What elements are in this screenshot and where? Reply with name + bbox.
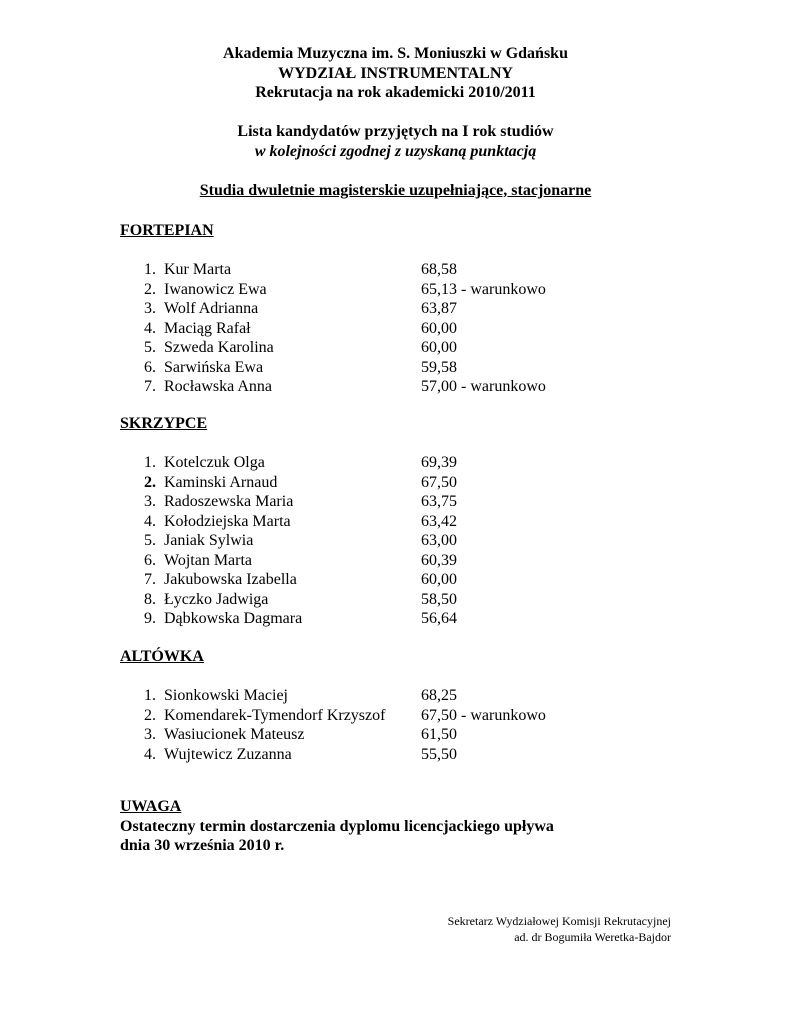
candidate-name: Janiak Sylwia (164, 532, 254, 549)
list-item (120, 299, 720, 319)
candidate-name: Sionkowski Maciej (164, 687, 288, 704)
section-title-skrzypce: SKRZYPCE (120, 415, 208, 432)
candidate-list-skrzypce (120, 453, 720, 629)
entry-number: 1. (144, 454, 156, 471)
candidate-name: Rocławska Anna (164, 378, 272, 395)
entry-number: 4. (144, 512, 156, 530)
candidate-name: Jakubowska Izabella (164, 571, 297, 588)
section-title-altowka: ALTÓWKA (120, 648, 204, 665)
list-item (120, 260, 720, 280)
candidate-score: 56,64 (421, 610, 457, 627)
entry-number: 3. (144, 726, 156, 743)
study-type: Studia dwuletnie magisterskie uzupełniające, stacjonarne (199, 181, 592, 199)
list-item (120, 686, 720, 706)
list-item (120, 706, 720, 726)
candidate-score: 59,58 (421, 358, 457, 376)
entry-number: 2. (144, 706, 156, 724)
list-title: Lista kandydatów przyjętych na I rok studiów (237, 123, 554, 140)
list-item (120, 377, 720, 397)
list-item (120, 745, 720, 765)
candidate-score: 60,00 (421, 339, 457, 356)
list-subtitle: w kolejności zgodnej z uzyskaną punktacją (254, 142, 537, 160)
institution-name: Akademia Muzyczna im. S. Moniuszki w Gdańsku (223, 45, 568, 62)
entry-number: 5. (144, 532, 156, 549)
list-item (120, 338, 720, 358)
entry-number: 2. (144, 473, 156, 491)
candidate-score: 61,50 (421, 726, 457, 743)
recruitment-year: Rekrutacja na rok akademicki 2010/2011 (255, 84, 536, 101)
candidate-score: 55,50 (421, 745, 457, 763)
candidate-name: Wasiucionek Mateusz (164, 726, 305, 743)
candidate-score: 69,39 (421, 454, 457, 471)
signature-person: ad. dr Bogumiła Weretka-Bajdor (514, 930, 671, 944)
candidate-name: Radoszewska Maria (164, 493, 294, 510)
signature-role: Sekretarz Wydziałowej Komisji Rekrutacyjnej (447, 914, 671, 928)
candidate-score: 63,00 (421, 532, 457, 549)
candidate-name: Iwanowicz Ewa (164, 280, 267, 298)
list-item (120, 531, 720, 551)
candidate-name: Wujtewicz Zuzanna (164, 745, 292, 763)
candidate-score: 58,50 (421, 590, 457, 608)
candidate-name: Sarwińska Ewa (164, 358, 264, 376)
candidate-name: Łyczko Jadwiga (164, 590, 269, 608)
candidate-name: Kaminski Arnaud (164, 473, 278, 491)
list-item (120, 280, 720, 300)
entry-number: 7. (144, 571, 156, 588)
entry-number: 7. (144, 378, 156, 395)
entry-number: 3. (144, 493, 156, 510)
list-item (120, 453, 720, 473)
candidate-score: 68,58 (421, 261, 457, 278)
list-item (120, 590, 720, 610)
signature-block (448, 913, 671, 945)
candidate-score: 57,00 - warunkowo (421, 378, 546, 395)
entry-number: 4. (144, 319, 156, 337)
entry-number: 4. (144, 745, 156, 763)
list-item (120, 570, 720, 590)
list-item (120, 609, 720, 629)
candidate-score: 63,75 (421, 493, 457, 510)
entry-number: 3. (144, 300, 156, 317)
notice-text-line2: dnia 30 września 2010 r. (120, 837, 285, 854)
candidate-score: 60,39 (421, 551, 457, 569)
list-item (120, 725, 720, 745)
candidate-list-altowka (120, 686, 720, 764)
candidate-name: Kotelczuk Olga (164, 454, 265, 471)
candidate-score: 67,50 - warunkowo (421, 706, 546, 724)
faculty-name: WYDZIAŁ INSTRUMENTALNY (278, 64, 513, 82)
entry-number: 2. (144, 280, 156, 298)
candidate-score: 60,00 (421, 319, 457, 337)
notice-title: UWAGA (120, 798, 182, 815)
entry-number: 1. (144, 687, 156, 704)
candidate-score: 65,13 - warunkowo (421, 280, 546, 298)
entry-number: 8. (144, 590, 156, 608)
candidate-score: 63,42 (421, 512, 457, 530)
candidate-score: 67,50 (421, 473, 457, 491)
document-header (0, 44, 791, 200)
candidate-score: 60,00 (421, 571, 457, 588)
list-item (120, 551, 720, 571)
candidate-name: Kur Marta (164, 261, 232, 278)
candidate-name: Wojtan Marta (164, 551, 253, 569)
candidate-name: Maciąg Rafał (164, 319, 251, 337)
entry-number: 1. (144, 261, 156, 278)
candidate-name: Komendarek-Tymendorf Krzyszof (164, 706, 386, 724)
list-item (120, 358, 720, 378)
entry-number: 9. (144, 610, 156, 627)
notice-block (120, 797, 554, 856)
candidate-name: Wolf Adrianna (164, 300, 259, 317)
candidate-score: 63,87 (421, 300, 457, 317)
list-item (120, 512, 720, 532)
candidate-name: Szweda Karolina (164, 339, 274, 356)
list-item (120, 319, 720, 339)
candidate-score: 68,25 (421, 687, 457, 704)
entry-number: 5. (144, 339, 156, 356)
list-item (120, 473, 720, 493)
candidate-name: Kołodziejska Marta (164, 512, 291, 530)
candidate-name: Dąbkowska Dagmara (164, 610, 303, 627)
notice-text-line1: Ostateczny termin dostarczenia dyplomu licencjackiego upływa (120, 817, 554, 835)
list-item (120, 492, 720, 512)
entry-number: 6. (144, 551, 156, 569)
candidate-list-fortepian (120, 260, 720, 397)
entry-number: 6. (144, 358, 156, 376)
section-title-fortepian: FORTEPIAN (120, 222, 214, 239)
